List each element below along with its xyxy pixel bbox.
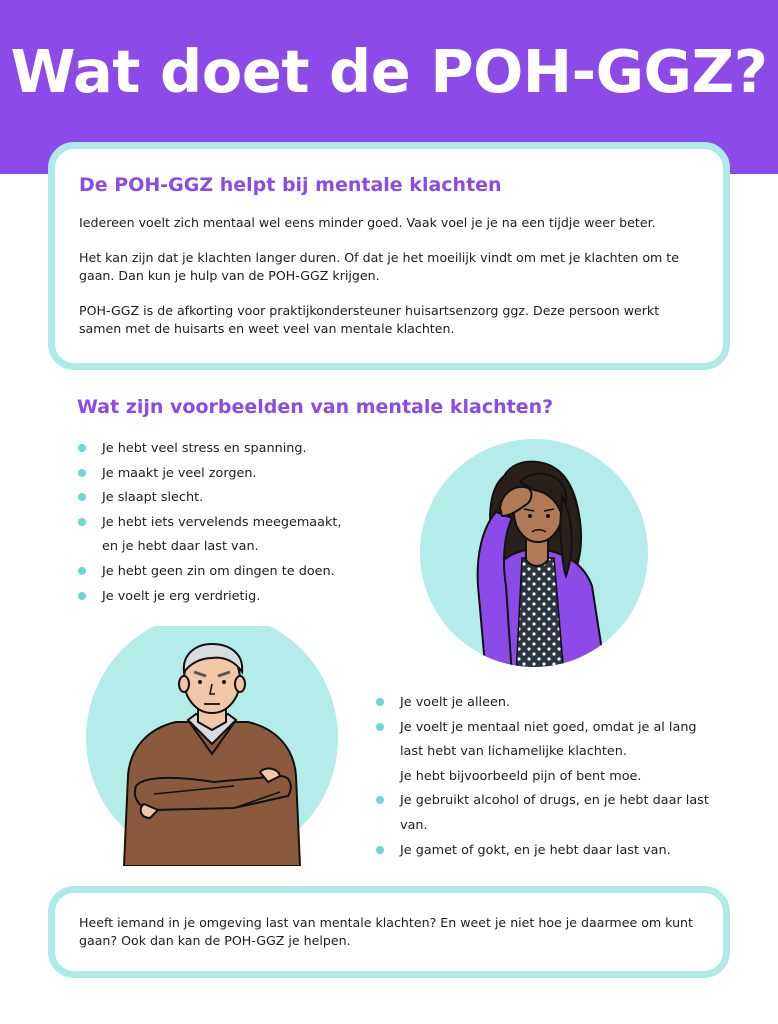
intro-heading: De POH-GGZ helpt bij mentale klachten: [79, 174, 502, 196]
intro-paragraph: Iedereen voelt zich mentaal wel eens minder goed. Vaak voel je je na een tijdje weer beter.: [79, 215, 656, 230]
bullet-dot-icon: [376, 698, 384, 706]
list-item: [375, 839, 735, 864]
list-item-text: en je hebt daar last van.: [102, 539, 259, 555]
bullet-dot-icon: [78, 493, 86, 501]
list-item-text: Je hebt geen zin om dingen te doen.: [102, 563, 335, 579]
list-item: [375, 716, 735, 741]
list-item-text: Je gamet of gokt, en je hebt daar last van.: [400, 842, 671, 858]
intro-paragraph: POH-GGZ is de afkorting voor praktijkondersteuner huisartsenzorg ggz. Deze persoon werkt samen met de huisarts en weet veel van mentale klachten.: [79, 303, 660, 336]
list-item: [375, 691, 735, 716]
list-item-continuation: [77, 535, 377, 560]
list-item-continuation: [375, 814, 735, 839]
bullet-dot-icon: [78, 444, 86, 452]
intro-card: [48, 142, 730, 370]
bullet-dot-icon: [78, 518, 86, 526]
list-item-text: van.: [400, 817, 428, 833]
examples-heading: Wat zijn voorbeelden van mentale klachten?: [77, 396, 554, 418]
list-item: [77, 486, 377, 511]
list-item: [77, 437, 377, 462]
list-item: [77, 511, 377, 536]
bullet-dot-icon: [78, 592, 86, 600]
list-item: [77, 560, 377, 585]
list-item-text: Je hebt iets vervelends meegemaakt,: [102, 514, 342, 530]
complaints-list-two: [375, 691, 735, 863]
bullet-dot-icon: [78, 469, 86, 477]
list-item: [77, 585, 377, 610]
list-item-text: Je maakt je veel zorgen.: [102, 465, 257, 481]
list-item-text: Je voelt je alleen.: [400, 695, 511, 710]
intro-paragraph: Het kan zijn dat je klachten langer duren. Of dat je het moeilijk vindt om met je klachten om te gaan. Dan kun je hulp van de POH-GGZ krijgen.: [79, 250, 679, 283]
list-item-text: Je slaapt slecht.: [102, 490, 204, 506]
list-item-text: Je hebt veel stress en spanning.: [102, 441, 307, 456]
worried-woman-illustration: [416, 436, 656, 676]
list-item: [77, 462, 377, 487]
list-item: [375, 789, 735, 814]
bullet-dot-icon: [78, 567, 86, 575]
outro-text: Heeft iemand in je omgeving last van mentale klachten? En weet je niet hoe je daarmee om kunt gaan? Ook dan kan de POH-GGZ je helpen.: [79, 915, 693, 948]
bullet-dot-icon: [376, 846, 384, 854]
list-item-continuation: [375, 740, 735, 765]
page-title: Wat doet de POH-GGZ?: [10, 37, 768, 106]
list-item-text: Je gebruikt alcohol of drugs, en je hebt daar last: [400, 793, 709, 809]
bullet-dot-icon: [376, 723, 384, 731]
complaints-list-one: [77, 437, 377, 609]
list-item-text: Je hebt bijvoorbeeld pijn of bent moe.: [400, 768, 642, 784]
list-item-text: last hebt van lichamelijke klachten.: [400, 744, 627, 760]
list-item-continuation: [375, 765, 735, 790]
list-item-text: Je voelt je mentaal niet goed, omdat je al lang: [400, 719, 697, 735]
worried-man-illustration: [84, 626, 340, 866]
bullet-dot-icon: [376, 796, 384, 804]
list-item-text: Je voelt je erg verdrietig.: [102, 588, 261, 604]
outro-card: [48, 886, 730, 978]
